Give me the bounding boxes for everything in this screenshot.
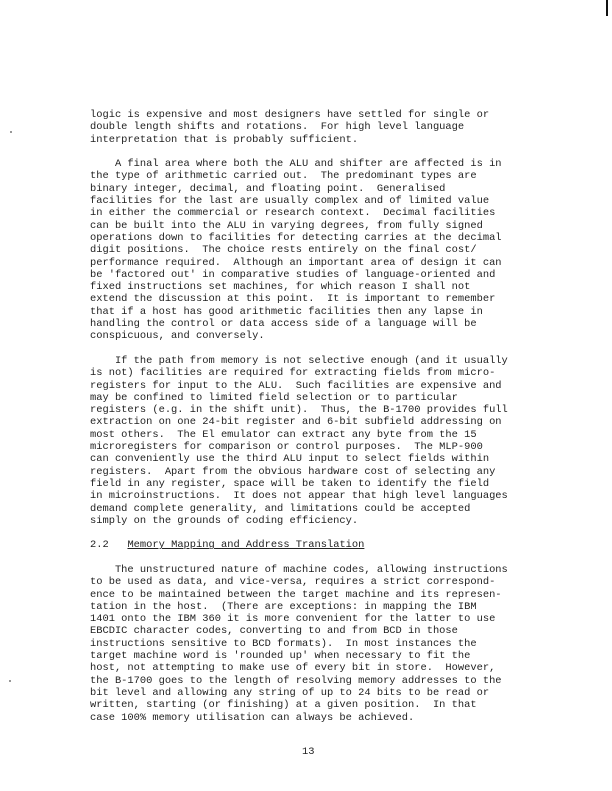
text-line: that if a host has good arithmetic facilities then any lapse in <box>90 305 483 318</box>
text-line: is not) facilities are required for extracting fields from micro- <box>90 367 496 380</box>
text-line: bit level and allowing any string of up to 24 bits to be read or <box>90 686 490 699</box>
text-line: digit positions. The choice rests entirely on the final cost/ <box>90 244 477 257</box>
section-number: 2.2 <box>90 539 109 552</box>
paragraph <box>90 564 508 724</box>
text-line: If the path from memory is not selective enough (and it usually <box>90 354 508 367</box>
text-line: ence to be maintained between the target machine and its represen- <box>90 588 502 601</box>
text-line: conspicuous, and conversely. <box>90 330 265 343</box>
text-line: registers. Apart from the obvious hardware cost of selecting any <box>90 465 496 478</box>
text-line: registers (e.g. in the shift unit). Thus, the B-1700 provides full <box>90 404 508 417</box>
text-line: written, starting (or finishing) at a given position. In that <box>90 699 477 712</box>
text-line: the type of arithmetic carried out. The predominant types are <box>90 170 477 183</box>
text-line: be 'factored out' in comparative studies of language-oriented and <box>90 268 496 281</box>
text-line: A final area where both the ALU and shifter are affected is in <box>90 158 502 171</box>
text-line: microregisters for comparison or control purposes. The MLP-900 <box>90 441 483 454</box>
text-line: host, not attempting to make use of every bit in store. However, <box>90 662 496 675</box>
text-line: can conveniently use the third ALU input to select fields within <box>90 453 490 466</box>
paragraphs-after-section <box>90 564 508 736</box>
text-line: handling the control or data access side of a language will be <box>90 318 477 331</box>
text-line: case 100% memory utilisation can always be achieved. <box>90 711 415 724</box>
text-line: target machine word is 'rounded up' when necessary to fit the <box>90 650 471 663</box>
text-line: most others. The El emulator can extract any byte from the 15 <box>90 428 477 441</box>
scan-edge-mark <box>606 0 608 16</box>
text-line: may be confined to limited field selection or to particular <box>90 391 458 404</box>
text-line: logic is expensive and most designers have settled for single or <box>90 109 490 121</box>
text-line: binary integer, decimal, and floating point. Generalised <box>90 182 446 195</box>
text-line: in either the commercial or research context. Decimal facilities <box>90 207 496 220</box>
text-line: facilities for the last are usually complex and of limited value <box>90 195 490 208</box>
text-line: simply on the grounds of coding efficiency. <box>90 514 359 527</box>
scan-speck <box>9 680 11 682</box>
text-line: to be used as data, and vice-versa, requires a strict correspond- <box>90 576 496 589</box>
text-line: the B-1700 goes to the length of resolving memory addresses to the <box>90 674 502 687</box>
page-number: 13 <box>302 746 315 758</box>
text-line: The unstructured nature of machine codes, allowing instructions <box>90 563 508 576</box>
text-line: double length shifts and rotations. For high level language <box>90 121 465 134</box>
section-heading <box>90 539 508 551</box>
paragraph <box>90 158 508 342</box>
text-line: 1401 onto the IBM 360 it is more convenient for the latter to use <box>90 613 496 626</box>
text-line: can be built into the ALU in varying degrees, from fully signed <box>90 219 483 232</box>
text-line: operations down to facilities for detecting carries at the decimal <box>90 231 502 244</box>
section-title: Memory Mapping and Address Translation <box>127 539 365 552</box>
text-line: registers for input to the ALU. Such facilities are expensive and <box>90 379 502 392</box>
text-line: fixed instructions set machines, for which reason I shall not <box>90 281 471 294</box>
text-line: EBCDIC character codes, converting to and from BCD in those <box>90 625 458 638</box>
scan-speck <box>10 131 12 133</box>
paragraph <box>90 109 508 146</box>
page-body <box>90 109 508 736</box>
text-line: performance required. Although an important area of design it can <box>90 256 502 269</box>
text-line: interpretation that is probably sufficient. <box>90 133 359 146</box>
text-line: extend the discussion at this point. It is important to remember <box>90 293 496 306</box>
text-line: extraction on one 24-bit register and 6-bit subfield addressing on <box>90 416 502 429</box>
paragraphs-before-section <box>90 109 508 539</box>
text-line: tation in the host. (There are exceptions: in mapping the IBM <box>90 600 477 613</box>
text-line: instructions sensitive to BCD formats). In most instances the <box>90 637 477 650</box>
text-line: in microinstructions. It does not appear that high level languages <box>90 490 508 503</box>
paragraph <box>90 355 508 527</box>
text-line: field in any register, space will be taken to identify the field <box>90 477 490 490</box>
text-line: demand complete generality, and limitations could be accepted <box>90 502 471 515</box>
